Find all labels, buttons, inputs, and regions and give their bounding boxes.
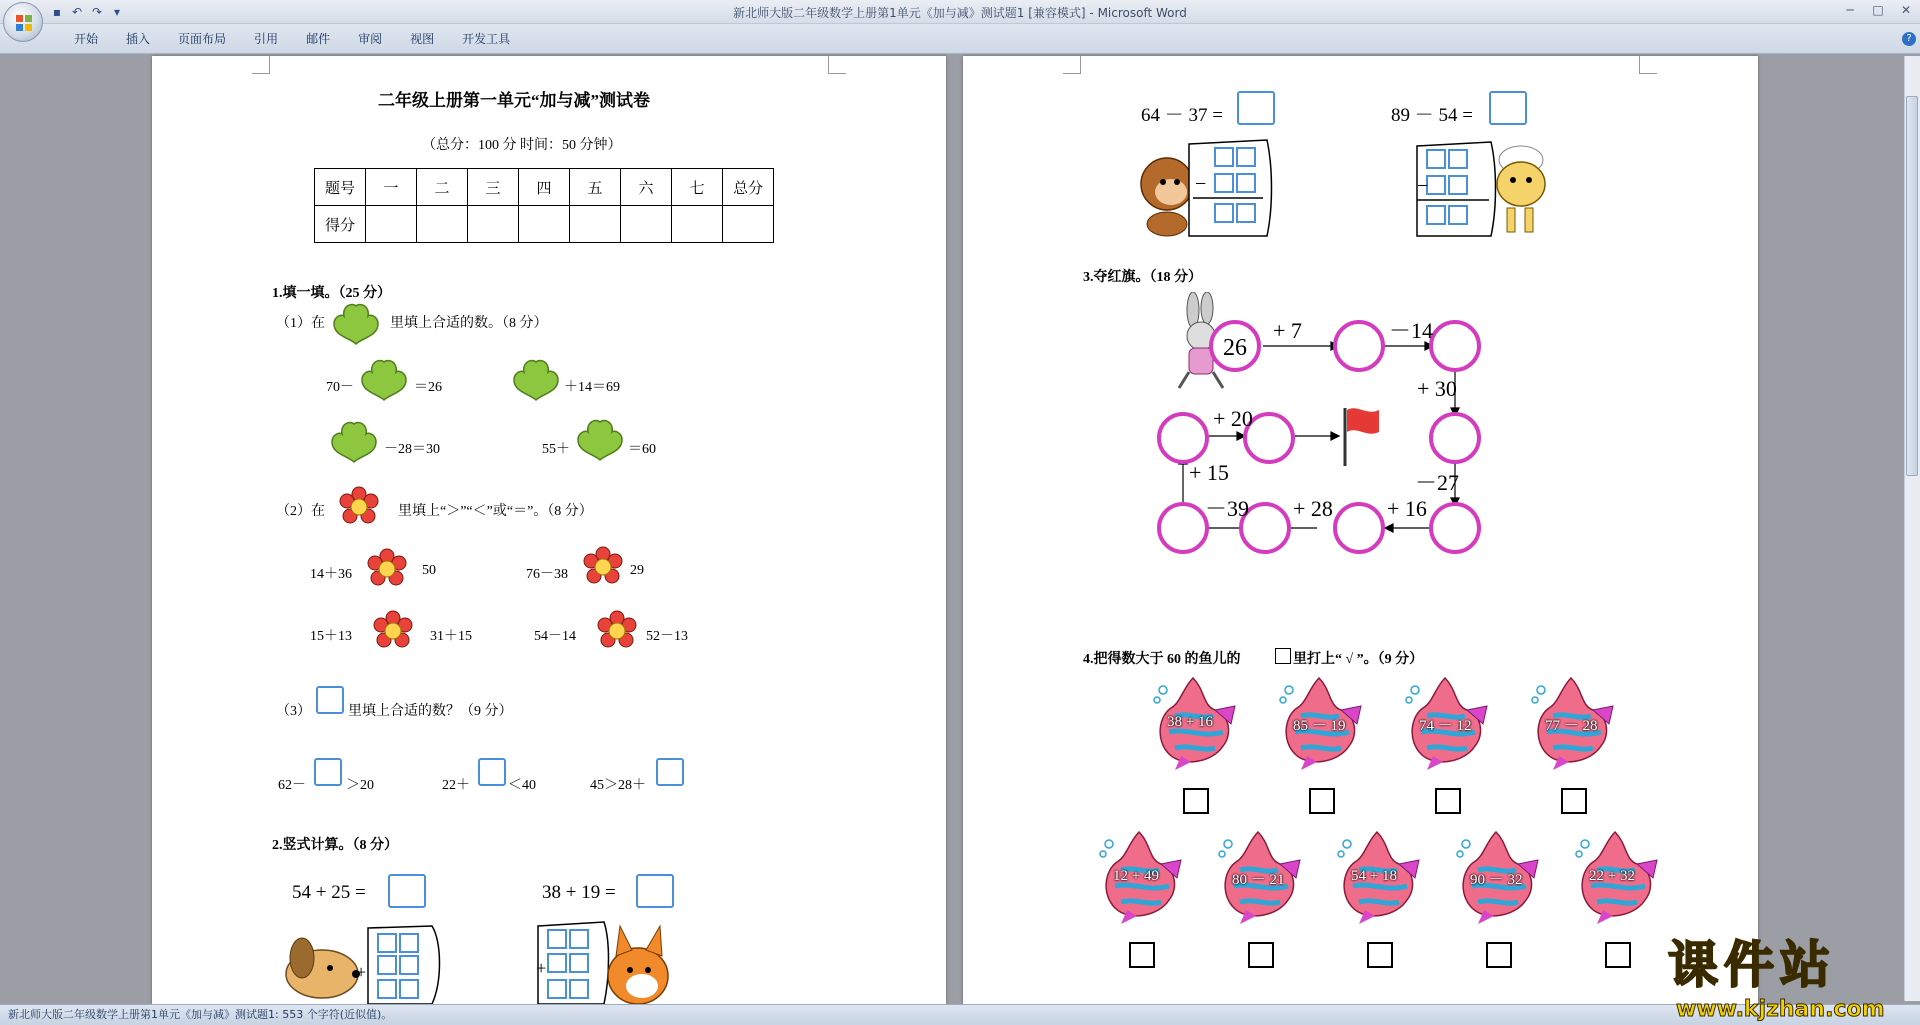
table-cell[interactable]: [672, 206, 723, 243]
tab-mailings[interactable]: 邮件: [306, 32, 331, 46]
expr-text: ＝60: [628, 442, 656, 457]
expr-text: 45＞28＋: [590, 778, 646, 793]
expr-text: 14＋36: [310, 567, 352, 582]
flag-race-diagram: [1153, 316, 1583, 616]
fish-checkbox[interactable]: [1309, 788, 1335, 814]
table-cell: 二: [417, 169, 468, 206]
crop-mark: [1063, 56, 1081, 74]
watermark-url: www.kjzhan.com: [1676, 997, 1885, 1022]
table-cell[interactable]: [570, 206, 621, 243]
fish-expression: 54 + 18: [1351, 868, 1397, 884]
section-4-heading-pre: 4.把得数大于 60 的鱼儿的: [1083, 652, 1241, 667]
sec1-p1-post: 里填上合适的数。（8 分）: [390, 316, 548, 331]
op-label: + 30: [1417, 376, 1457, 401]
maximize-icon[interactable]: □: [1872, 3, 1884, 17]
sec1-p1-pre: （1）在: [276, 316, 325, 331]
fish-item: [1405, 676, 1489, 776]
fish-checkbox[interactable]: [1183, 788, 1209, 814]
table-row: [315, 169, 774, 206]
fish-expression: 74 － 12: [1419, 718, 1472, 734]
leaf-icon: [574, 414, 626, 462]
fish-expression: 38 + 16: [1167, 714, 1213, 730]
fox-icon: [530, 916, 690, 1004]
fish-item: [1575, 830, 1659, 930]
section-4-heading-post: 里打上“ √ ”。（9 分）: [1293, 652, 1424, 667]
op-label: + 15: [1189, 460, 1229, 485]
table-cell[interactable]: [621, 206, 672, 243]
op-label: + 7: [1273, 318, 1302, 343]
table-cell: 总分: [723, 169, 774, 206]
svg-text:+: +: [536, 958, 547, 978]
scrollbar-thumb[interactable]: [1906, 96, 1918, 476]
expr-text: 38 + 19 =: [542, 882, 616, 903]
flower-icon: [372, 610, 414, 652]
table-cell[interactable]: [417, 206, 468, 243]
fish-item: [1218, 830, 1302, 930]
tab-page-layout[interactable]: 页面布局: [178, 32, 227, 46]
tab-home[interactable]: 开始: [74, 32, 99, 46]
answer-box[interactable]: [316, 686, 344, 714]
save-icon[interactable]: ▪: [52, 5, 62, 19]
expr-text: 89 － 54 =: [1391, 105, 1473, 126]
tab-developer[interactable]: 开发工具: [462, 32, 511, 46]
expr-text: 54－14: [534, 629, 576, 644]
section-3-heading: 3.夺红旗。（18 分）: [1083, 270, 1202, 285]
expr-text: ＞20: [346, 778, 374, 793]
watermark-title: 课件站: [1668, 936, 1836, 994]
close-icon[interactable]: ✕: [1900, 3, 1912, 17]
answer-box[interactable]: [314, 758, 342, 786]
fish-expression: 85 － 19: [1293, 718, 1346, 734]
leaf-icon: [328, 416, 380, 464]
table-cell[interactable]: [468, 206, 519, 243]
fish-item: [1279, 676, 1363, 776]
expr-text: 15＋13: [310, 629, 352, 644]
table-cell: 四: [519, 169, 570, 206]
status-bar: 新北师大版二年级数学上册第1单元《加与减》测试题1: 553 个字符(近似值)。: [0, 1004, 1920, 1025]
answer-box[interactable]: [656, 758, 684, 786]
fish-item: [1099, 830, 1183, 930]
table-cell: 题号: [315, 169, 366, 206]
answer-box[interactable]: [1489, 91, 1527, 125]
fish-expression: 22 + 32: [1589, 868, 1635, 884]
fish-checkbox[interactable]: [1129, 942, 1155, 968]
fish-item: [1456, 830, 1540, 930]
sec1-p2-post: 里填上“＞”“＜”或“＝”。（8 分）: [398, 504, 593, 519]
tab-references[interactable]: 引用: [254, 32, 279, 46]
op-label: + 20: [1213, 406, 1253, 431]
table-row: [315, 206, 774, 243]
expr-text: ＋14＝69: [564, 380, 620, 395]
fish-expression: 77 － 28: [1545, 718, 1598, 734]
fish-item: [1531, 676, 1615, 776]
leaf-icon: [330, 298, 382, 346]
expr-text: 62－: [278, 778, 306, 793]
table-cell: 得分: [315, 206, 366, 243]
section-2-heading: 2.竖式计算。（8 分）: [272, 838, 398, 853]
leaf-icon: [358, 354, 410, 402]
monkey-icon: [1133, 138, 1273, 238]
table-cell: 一: [366, 169, 417, 206]
svg-text:−: −: [1417, 175, 1429, 197]
expr-text: ＜40: [508, 778, 536, 793]
office-button[interactable]: [3, 2, 43, 42]
answer-box[interactable]: [636, 874, 674, 908]
expr-text: 54 + 25 =: [292, 882, 366, 903]
fish-item: [1337, 830, 1421, 930]
expr-text: 55＋: [542, 442, 570, 457]
svg-text:−: −: [1195, 173, 1207, 195]
document-page-1: [152, 56, 946, 1004]
fish-item: [1153, 676, 1237, 776]
watermark: [1668, 925, 1885, 1022]
expr-text: 76－38: [526, 567, 568, 582]
office-logo-icon: [15, 14, 33, 32]
window-controls: [1836, 0, 1920, 22]
answer-box[interactable]: [478, 758, 506, 786]
fish-expression: 80 － 21: [1232, 872, 1285, 888]
help-icon[interactable]: ?: [1902, 32, 1916, 46]
op-label: + 16: [1387, 496, 1427, 521]
sec1-p3-pre: （3）: [276, 704, 311, 719]
crop-mark: [252, 56, 270, 74]
flower-icon: [582, 546, 624, 588]
score-table: [314, 168, 774, 243]
checkbox-sample: [1275, 648, 1291, 664]
redo-icon[interactable]: ↷: [91, 5, 103, 19]
document-page-2: [963, 56, 1758, 1004]
expr-text: 31＋15: [430, 629, 472, 644]
fish-expression: 12 + 49: [1113, 868, 1159, 884]
crop-mark: [1639, 56, 1657, 74]
tab-insert[interactable]: 插入: [126, 32, 151, 46]
table-cell[interactable]: [723, 206, 774, 243]
fish-checkbox[interactable]: [1367, 942, 1393, 968]
expr-text: －28＝30: [384, 442, 440, 457]
table-cell: 七: [672, 169, 723, 206]
table-cell[interactable]: [519, 206, 570, 243]
expr-text: 52－13: [646, 629, 688, 644]
expr-text: 29: [630, 563, 644, 578]
undo-icon[interactable]: ↶: [71, 5, 83, 19]
ribbon-tabs: [60, 31, 524, 47]
expr-text: 50: [422, 563, 436, 578]
window-title: 新北师大版二年级数学上册第1单元《加与减》测试题1 [兼容模式] - Microsoft Word: [733, 6, 1187, 20]
exam-info: （总分：100 分 时间：50 分钟）: [422, 138, 622, 153]
leaf-icon: [510, 354, 562, 402]
svg-text:+: +: [356, 962, 367, 982]
fish-checkbox[interactable]: [1605, 942, 1631, 968]
tab-review[interactable]: 审阅: [358, 32, 383, 46]
fish-checkbox[interactable]: [1435, 788, 1461, 814]
section-1-heading: 1.填一填。（25 分）: [272, 286, 391, 301]
table-cell: 五: [570, 169, 621, 206]
expr-text: 22＋: [442, 778, 470, 793]
fish-checkbox[interactable]: [1486, 942, 1512, 968]
sec1-p3-post: 里填上合适的数？（9 分）: [348, 704, 513, 719]
table-cell: 六: [621, 169, 672, 206]
customize-dropdown-icon[interactable]: ▾: [113, 5, 121, 19]
page-title: 二年级上册第一单元“加与减”测试卷: [378, 91, 650, 110]
tab-view[interactable]: 视图: [410, 32, 435, 46]
table-cell[interactable]: [366, 206, 417, 243]
fish-checkbox[interactable]: [1561, 788, 1587, 814]
start-number: 26: [1223, 335, 1247, 361]
answer-box[interactable]: [388, 874, 426, 908]
crop-mark: [828, 56, 846, 74]
op-label: －39: [1205, 496, 1250, 521]
expr-text: ＝26: [414, 380, 442, 395]
flower-icon: [596, 610, 638, 652]
op-label: + 28: [1293, 496, 1333, 521]
sec1-p2-pre: （2）在: [276, 504, 325, 519]
expr-text: 64 － 37 =: [1141, 105, 1223, 126]
dog-icon: [282, 922, 452, 1004]
op-label: －14: [1389, 318, 1434, 343]
answer-box[interactable]: [1237, 91, 1275, 125]
expr-text: 70－: [326, 380, 354, 395]
flower-icon: [366, 548, 408, 590]
table-cell: 三: [468, 169, 519, 206]
fish-expression: 90 － 32: [1470, 872, 1523, 888]
fish-checkbox[interactable]: [1248, 942, 1274, 968]
minimize-icon[interactable]: ─: [1846, 3, 1854, 17]
flower-icon: [338, 486, 380, 528]
sheep-icon: [1411, 138, 1561, 238]
op-label: －27: [1415, 470, 1460, 495]
